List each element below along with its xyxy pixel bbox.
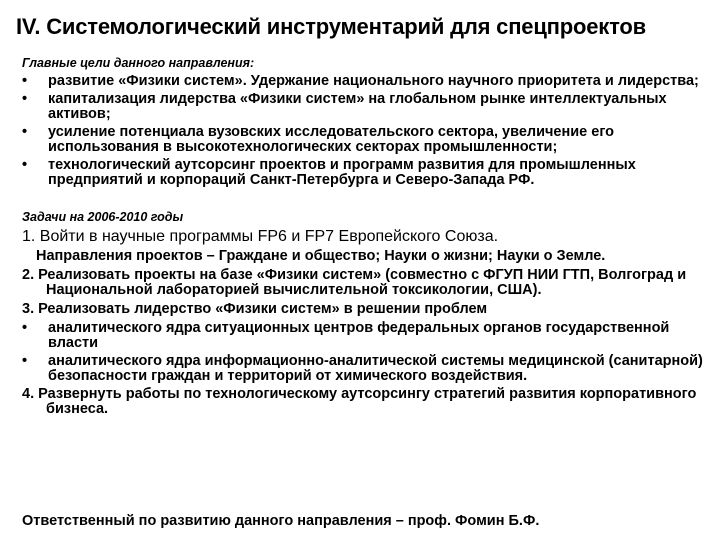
- task-3: 3. Реализовать лидерство «Физики систем» в решении проблем: [22, 301, 488, 317]
- bullet-icon: •: [22, 73, 28, 89]
- goal-text: усиление потенциала вузовских исследовательского сектора, увеличение его использования в высокотехнологических секторах промышленности;: [48, 124, 615, 155]
- bullet-icon: •: [22, 157, 28, 173]
- goal-text: развитие «Физики систем». Удержание национального научного приоритета и лидерства;: [48, 73, 699, 89]
- goal-text: капитализация лидерства «Физики систем» на глобальном рынке интеллектуальных активов;: [48, 91, 667, 122]
- bullet-icon: •: [22, 353, 28, 369]
- tasks-heading: Задачи на 2006-2010 годы: [22, 210, 184, 224]
- task-1: 1. Войти в научные программы FP6 и FP7 Европейского Союза.: [22, 228, 499, 245]
- bullet-icon: •: [22, 91, 28, 107]
- bullet-icon: •: [22, 124, 28, 140]
- task-4: 4. Развернуть работы по технологическому аутсорсингу стратегий развития корпоративного бизнеса.: [22, 386, 697, 417]
- goal-item: [22, 74, 712, 89]
- task-3-item-text: аналитического ядра информационно-аналитической системы медицинской (санитарной) безопасности граждан и территорий от химического воздействия.: [48, 353, 703, 384]
- tasks-section: [22, 210, 712, 417]
- goal-text: технологический аутсорсинг проектов и программ развития для промышленных предприятий и корпораций Санкт-Петербурга и Северо-Запада РФ.: [48, 157, 636, 188]
- task-2: 2. Реализовать проекты на базе «Физики систем» (совместно с ФГУП НИИ ГТП, Волгоград и Национальной лабораторией вычислительной токсикологии, США).: [22, 267, 687, 298]
- goals-heading: Главные цели данного направления:: [22, 56, 255, 70]
- goal-item: [22, 92, 712, 122]
- page-title: IV. Системологический инструментарий для спецпроектов: [16, 14, 646, 39]
- task-3-item-text: аналитического ядра ситуационных центров федеральных органов государственной власти: [48, 320, 670, 351]
- task-3-item: [22, 354, 712, 384]
- goal-item: [22, 125, 712, 155]
- task-3-item: [22, 321, 712, 351]
- slide-content: [22, 56, 712, 421]
- responsible-person: Ответственный по развитию данного направления – проф. Фомин Б.Ф.: [22, 513, 540, 529]
- bullet-icon: •: [22, 320, 28, 336]
- task-1-directions: Направления проектов – Граждане и общество; Науки о жизни; Науки о Земле.: [36, 248, 606, 264]
- goal-item: [22, 158, 712, 188]
